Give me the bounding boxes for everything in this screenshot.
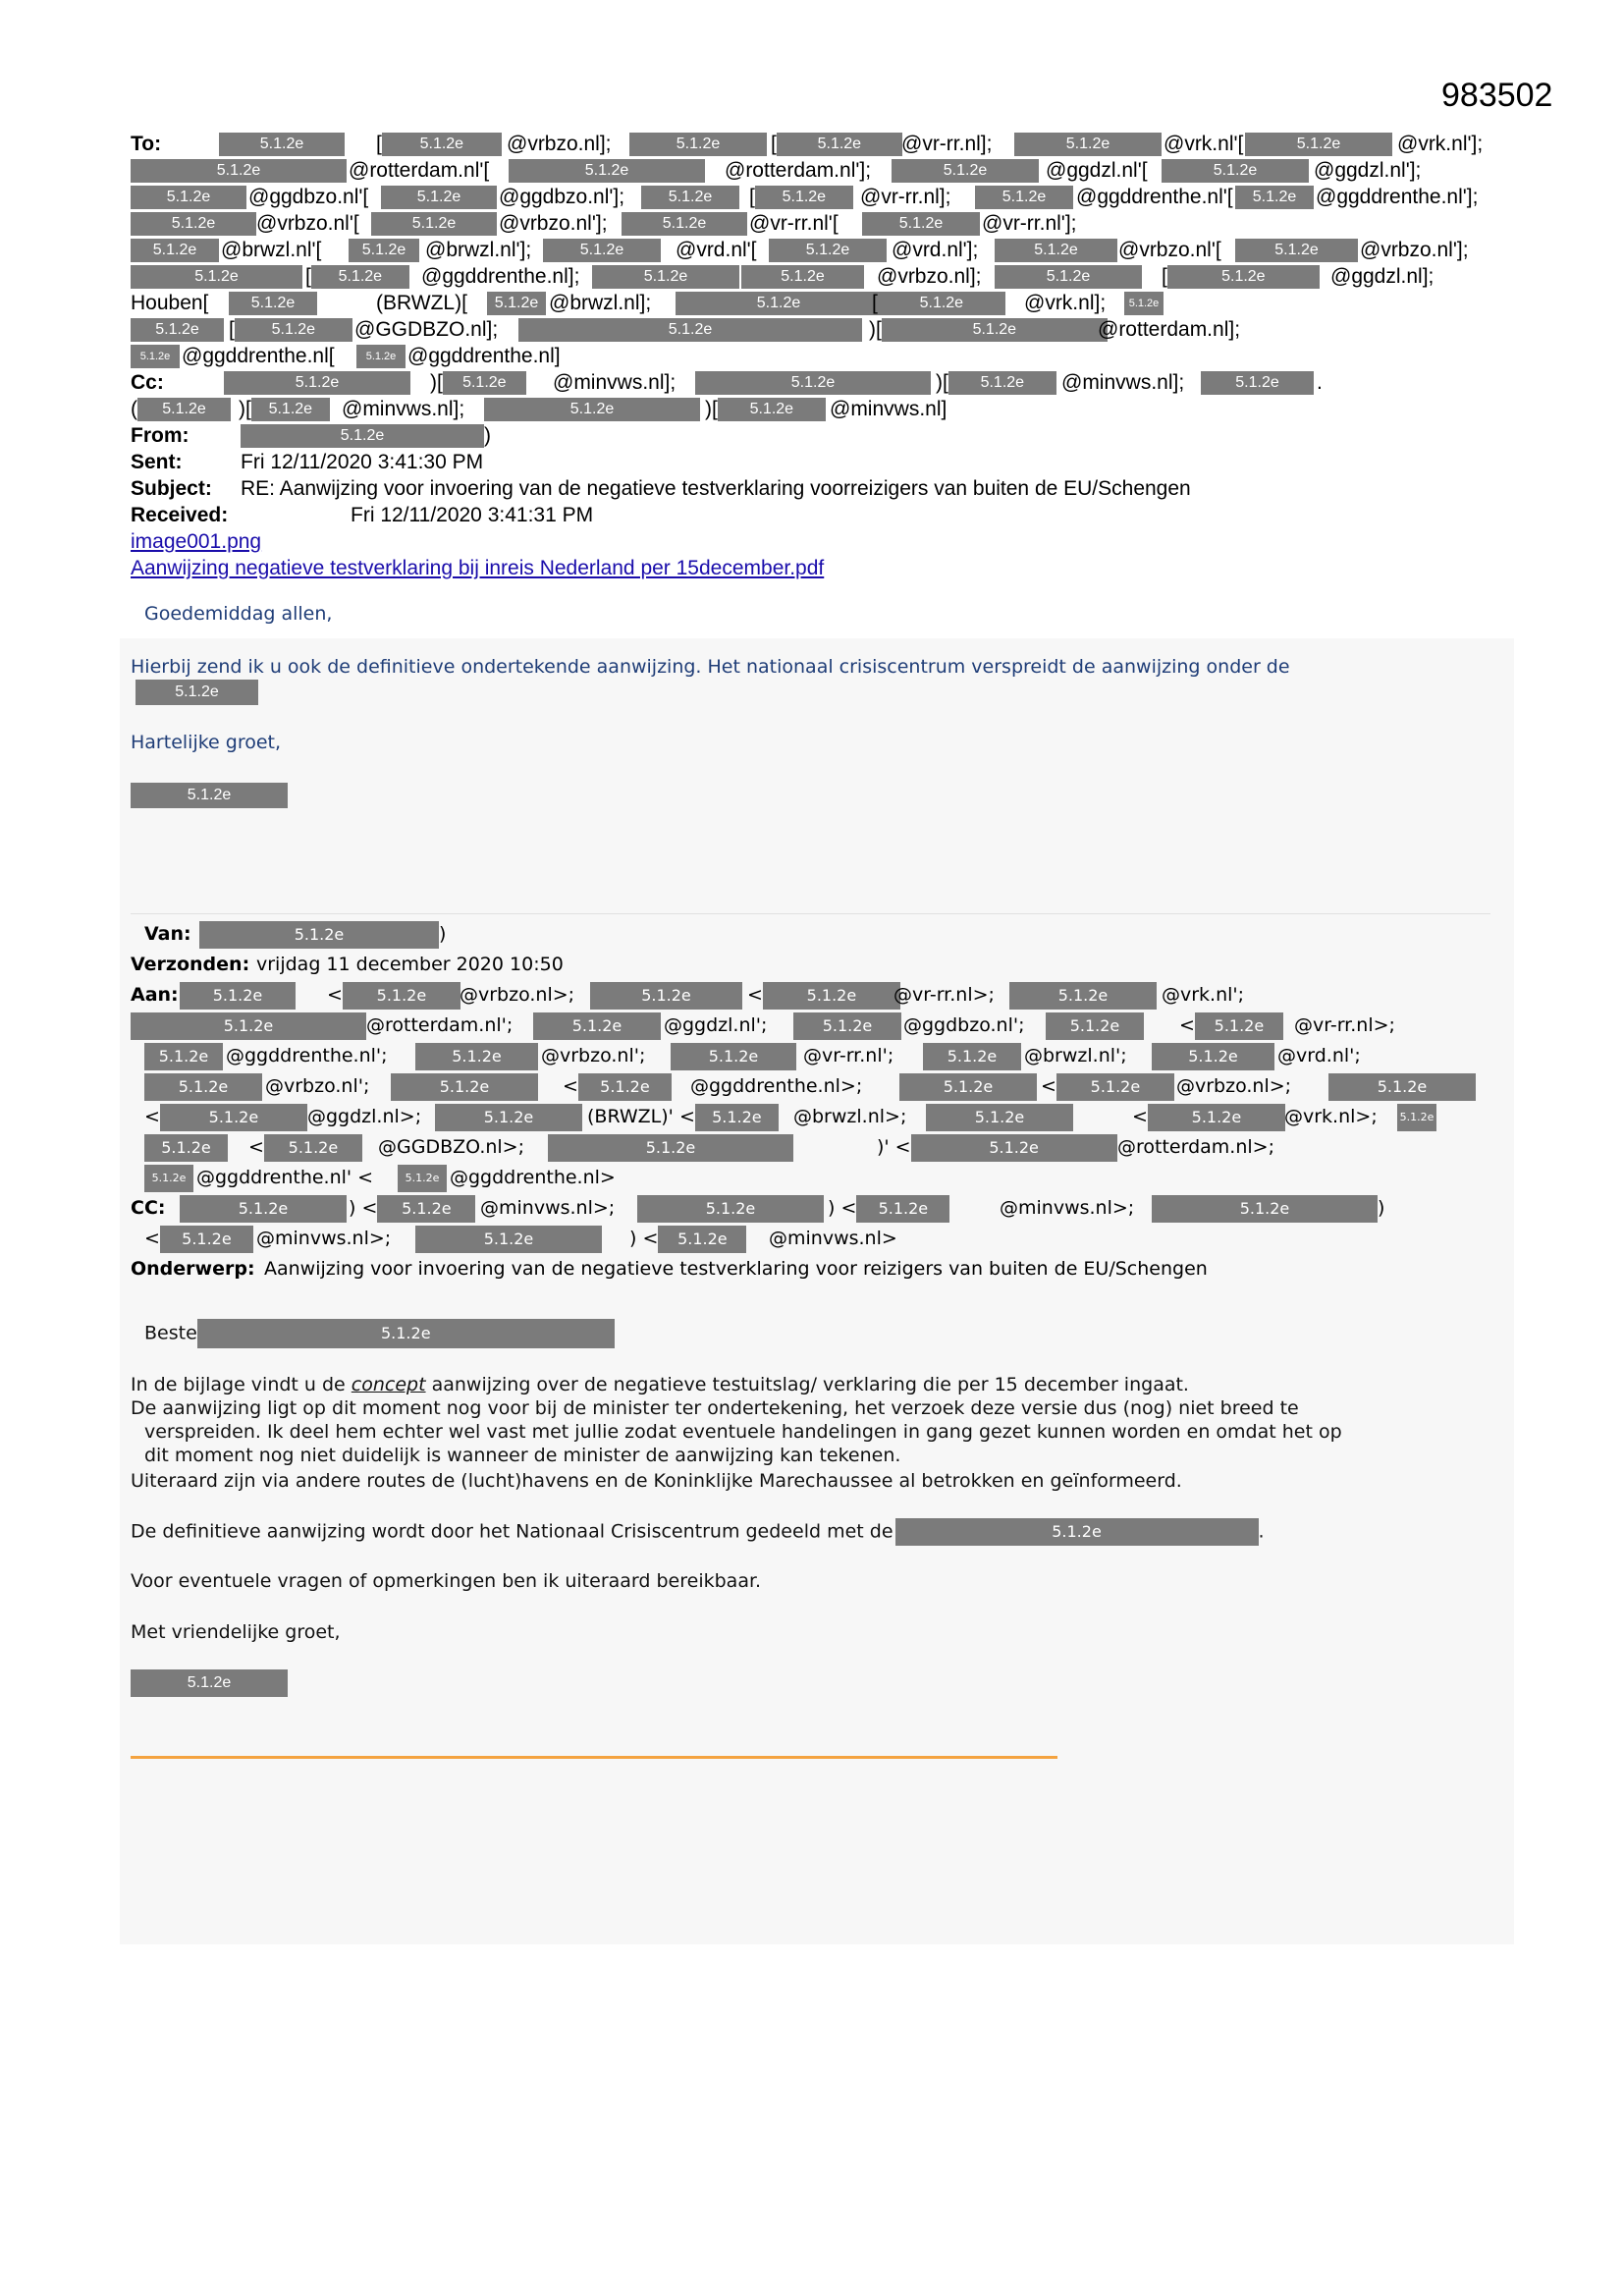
signature-separator (131, 1756, 1057, 1759)
email-domain: @brwzl.nl'[ (221, 239, 322, 261)
email-domain: @minvws.nl]; (1061, 371, 1185, 394)
to-line-2 (131, 157, 1525, 184)
aan-label: Aan: (131, 984, 179, 1006)
p4-text: De definitieve aanwijzing wordt door het Nationaal Crisiscentrum gedeeld met de (131, 1520, 893, 1543)
email-domain: @vrbzo.nl'[ (1118, 239, 1221, 261)
redaction: 5.1.2e (484, 398, 700, 421)
redaction: 5.1.2e (592, 265, 739, 289)
redaction: 5.1.2e (224, 371, 410, 395)
aan-line-7: 5.1.2e @ggddrenthe.nl' < 5.1.2e @ggddrenthe.nl> (131, 1163, 1525, 1193)
redaction: 5.1.2e (241, 424, 484, 448)
redaction: 5.1.2e (995, 265, 1142, 289)
aan-line-3: 5.1.2e @ggddrenthe.nl'; 5.1.2e @vrbzo.nl'; 5.1.2e @vr-rr.nl'; 5.1.2e @brwzl.nl'; 5.1.2e @vrd.nl'; (131, 1041, 1525, 1071)
email-domain: @ggddrenthe.nl']; (1316, 186, 1479, 208)
email-domain: @vrbzo.nl]; (507, 133, 612, 155)
divider (131, 913, 1490, 914)
email-domain: @ggdbzo.nl']; (499, 186, 625, 208)
verzonden-value: vrijdag 11 december 2020 10:50 (256, 954, 564, 975)
redaction: 5.1.2e (131, 239, 219, 262)
email-domain: @ggdzl.nl'[ (1046, 159, 1148, 182)
redaction: 5.1.2e (356, 345, 406, 368)
redaction: 5.1.2e (131, 318, 224, 342)
paragraph-3: Uiteraard zijn via andere routes de (lucht)havens en de Koninklijke Marechaussee al betrokken en geïnformeerd. (131, 1470, 1182, 1492)
redaction: 5.1.2e (1056, 1073, 1174, 1101)
redaction: 5.1.2e (197, 1319, 615, 1348)
redaction: 5.1.2e (671, 1043, 796, 1070)
redaction: 5.1.2e (1009, 982, 1157, 1010)
redaction: 5.1.2e (1014, 133, 1162, 156)
redaction: 5.1.2e (235, 318, 352, 342)
van-label: Van: (144, 923, 191, 945)
to-line-6: 5.1.2e [ 5.1.2e @ggddrenthe.nl]; 5.1.2e 5.1.2e @vrbzo.nl]; 5.1.2e [ 5.1.2e @ggdzl.nl]; (131, 263, 1525, 290)
redaction: 5.1.2e (131, 1012, 366, 1040)
cc-line-2: ( 5.1.2e )[ 5.1.2e @minvws.nl]; 5.1.2e )[ 5.1.2e @minvws.nl] (131, 398, 947, 420)
aan-line-2: 5.1.2e @rotterdam.nl'; 5.1.2e @ggdzl.nl'; 5.1.2e @ggdbzo.nl'; 5.1.2e < 5.1.2e @vr-rr.nl>; (131, 1011, 1525, 1041)
email-domain: @vrbzo.nl']; (499, 212, 608, 235)
email-domain: @ggddrenthe.nl]; (421, 265, 580, 288)
email-domain: @vrd.nl']; (892, 239, 979, 261)
redaction: 5.1.2e (882, 318, 1108, 342)
redaction: 5.1.2e (695, 1104, 779, 1131)
email-domain: @brwzl.nl]; (549, 292, 652, 314)
paragraph-5: Voor eventuele vragen of opmerkingen ben ik uiteraard bereikbaar. (131, 1570, 762, 1592)
to-line-3: 5.1.2e @ggdbzo.nl'[ 5.1.2e @ggdbzo.nl']; 5.1.2e [ 5.1.2e @vr-rr.nl]; 5.1.2e @ggddrenthe.nl'[ 5.1.2e @ggddrenthe.nl']; (131, 184, 1525, 210)
paragraph-4: De definitieve aanwijzing wordt door het Nationaal Crisiscentrum gedeeld met de 5.1.2e . (131, 1518, 1265, 1546)
redaction: 5.1.2e (948, 371, 1056, 395)
redaction: 5.1.2e (391, 1073, 538, 1101)
redaction: 5.1.2e (975, 186, 1073, 209)
reply-greeting: Goedemiddag allen, (144, 603, 333, 625)
email-domain: @brwzl.nl']; (425, 239, 532, 261)
redaction: 5.1.2e (199, 921, 439, 949)
aan-line-4: 5.1.2e @vrbzo.nl'; 5.1.2e < 5.1.2e @ggddrenthe.nl>; 5.1.2e < 5.1.2e @vrbzo.nl>; 5.1.2e (131, 1071, 1525, 1102)
redaction: 5.1.2e (160, 1226, 253, 1253)
redaction: 5.1.2e (131, 265, 302, 289)
to-line-8: 5.1.2e [ 5.1.2e @GGDBZO.nl]; 5.1.2e )[ 5.1.2e @rotterdam.nl]; (131, 316, 1525, 343)
redaction: 5.1.2e (251, 398, 330, 421)
to-line-5 (131, 237, 1525, 263)
aan-line-6: 5.1.2e < 5.1.2e @GGDBZO.nl>; 5.1.2e )' < 5.1.2e @rotterdam.nl>; (131, 1132, 1525, 1163)
redaction: 5.1.2e (487, 292, 546, 315)
email-domain: @rotterdam.nl'[ (349, 159, 490, 182)
redaction: 5.1.2e (1201, 371, 1314, 395)
redaction: 5.1.2e (144, 1043, 223, 1070)
document-number: 983502 (1441, 77, 1553, 114)
email-domain: @ggdzl.nl]; (1330, 265, 1435, 288)
redaction: 5.1.2e (377, 1195, 475, 1223)
redaction: 5.1.2e (131, 1669, 288, 1697)
redaction: 5.1.2e (923, 1043, 1021, 1070)
cc2-line-1: CC: 5.1.2e ) < 5.1.2e @minvws.nl>; 5.1.2e ) < 5.1.2e @minvws.nl>; 5.1.2e ) (131, 1193, 1525, 1224)
p1-text-a: In de bijlage vindt u de (131, 1374, 352, 1395)
redaction: 5.1.2e (1152, 1195, 1378, 1223)
onderwerp-label: Onderwerp: (131, 1258, 255, 1280)
email-domain: @GGDBZO.nl]; (354, 318, 499, 341)
sent-value: Fri 12/11/2020 3:41:30 PM (241, 451, 484, 473)
email-domain: (BRWZL)[ (376, 292, 467, 314)
email-domain: @vr-rr.nl]; (901, 133, 993, 155)
redaction: 5.1.2e (741, 265, 864, 289)
redaction: 5.1.2e (695, 371, 931, 395)
email-domain: @ggddrenthe.nl] (407, 345, 561, 367)
subject-value: RE: Aanwijzing voor invoering van de negatieve testverklaring voorreizigers van buiten de EU/Schengen (241, 477, 1191, 500)
paragraph-2-l3: dit moment nog niet duidelijk is wanneer de minister de aanwijzing kan tekenen. (144, 1445, 901, 1466)
reply-closing: Hartelijke groet, (131, 732, 282, 753)
received-label: Received: (131, 504, 229, 526)
redaction: 5.1.2e (590, 982, 742, 1010)
redaction: 5.1.2e (1245, 133, 1392, 156)
redaction: 5.1.2e (926, 1104, 1073, 1131)
email-domain: @vrbzo.nl'[ (256, 212, 359, 235)
redaction: 5.1.2e (1167, 265, 1320, 289)
salutation (144, 1319, 615, 1348)
email-domain: @ggddrenthe.nl'[ (1076, 186, 1233, 208)
redaction: 5.1.2e (229, 292, 317, 315)
reply-body: Hierbij zend ik u ook de definitieve ondertekende aanwijzing. Het nationaal crisiscentrum verspreidt de aanwijzing onder de (131, 656, 1290, 678)
email-domain: @vr-rr.nl]; (860, 186, 951, 208)
email-domain: @rotterdam.nl']; (725, 159, 872, 182)
redaction: 5.1.2e (1046, 1012, 1144, 1040)
redaction: 5.1.2e (1235, 239, 1358, 262)
email-domain: @vr-rr.nl']; (982, 212, 1077, 235)
redaction: 5.1.2e (629, 133, 767, 156)
attachment-line-2 (131, 555, 1525, 581)
redaction: 5.1.2e (381, 186, 497, 209)
to-line-7: Houben[ 5.1.2e (BRWZL)[ 5.1.2e @brwzl.nl]; 5.1.2e [ 5.1.2e @vrk.nl]; 5.1.2e (131, 290, 1525, 316)
redaction: 5.1.2e (658, 1226, 746, 1253)
redaction: 5.1.2e (144, 1134, 228, 1162)
redaction: 5.1.2e (131, 159, 347, 183)
sent-line (131, 449, 1525, 475)
paragraph-1 (131, 1373, 1189, 1397)
redaction: 5.1.2e (777, 133, 902, 156)
redaction: 5.1.2e (160, 1104, 307, 1131)
cc2-label: CC: (131, 1197, 166, 1219)
paragraph-2-l1: De aanwijzing ligt op dit moment nog voor bij de minister ter ondertekening, het verzoek deze versie dus (nog) niet breed te (131, 1397, 1299, 1419)
received-line (131, 502, 1525, 528)
redaction: 5.1.2e (349, 239, 419, 262)
email-domain: @minvws.nl]; (342, 398, 465, 420)
redaction: 5.1.2e (856, 1195, 949, 1223)
onderwerp-value: Aanwijzing voor invoering van de negatieve testverklaring voor reizigers van buiten de EU/Schengen (264, 1258, 1208, 1280)
redaction: 5.1.2e (180, 982, 296, 1010)
redaction: 5.1.2e (676, 292, 882, 315)
subject-line (131, 475, 1525, 502)
email-domain: @vrk.nl']; (1397, 133, 1484, 155)
redaction: 5.1.2e (911, 1134, 1117, 1162)
attachment-link[interactable]: image001.png (131, 530, 262, 553)
to-line-4 (131, 210, 1525, 237)
email-domain: @vrbzo.nl']; (1360, 239, 1469, 261)
redaction: 5.1.2e (995, 239, 1117, 262)
p1-concept: concept (351, 1374, 426, 1395)
redaction: 5.1.2e (533, 1012, 661, 1040)
redaction: 5.1.2e (131, 186, 246, 209)
redaction: 5.1.2e (311, 265, 409, 289)
verzonden-label: Verzonden: (131, 954, 250, 975)
redaction: 5.1.2e (1195, 1012, 1283, 1040)
redaction: 5.1.2e (1235, 186, 1314, 209)
email-domain: @rotterdam.nl]; (1098, 318, 1241, 341)
email-header (131, 131, 1525, 581)
cc2-line-2: < 5.1.2e @minvws.nl>; 5.1.2e ) < 5.1.2e @minvws.nl> (131, 1224, 1525, 1254)
redaction: 5.1.2e (1397, 1104, 1436, 1131)
redaction: 5.1.2e (131, 212, 256, 236)
attachment-line-1 (131, 528, 1525, 555)
cc-label: Cc: (131, 371, 164, 394)
redaction: 5.1.2e (1148, 1104, 1285, 1131)
redaction: 5.1.2e (135, 680, 258, 705)
email-domain: @vrd.nl'[ (676, 239, 757, 261)
redaction: 5.1.2e (343, 982, 460, 1010)
redaction: 5.1.2e (862, 212, 980, 236)
redaction: 5.1.2e (763, 982, 900, 1010)
redaction: 5.1.2e (637, 1195, 824, 1223)
redaction: 5.1.2e (415, 1226, 602, 1253)
van-line: Van: 5.1.2e ) (131, 919, 1525, 950)
name-houben: Houben[ (131, 292, 209, 314)
redaction: 5.1.2e (398, 1165, 447, 1192)
redaction: 5.1.2e (415, 1043, 538, 1070)
redaction: 5.1.2e (769, 239, 887, 262)
redaction: 5.1.2e (895, 1518, 1259, 1546)
redaction: 5.1.2e (892, 159, 1039, 183)
redaction: 5.1.2e (1162, 159, 1309, 183)
verzonden-line (131, 950, 1525, 980)
redaction: 5.1.2e (264, 1134, 362, 1162)
to-line-1: To: 5.1.2e [ 5.1.2e @vrbzo.nl]; 5.1.2e [ 5.1.2e @vr-rr.nl]; 5.1.2e @vrk.nl'[ 5.1.2e @vrk.nl']; (131, 133, 1484, 155)
email-body-background (120, 638, 1514, 1944)
redaction: 5.1.2e (1124, 292, 1164, 315)
email-domain: @ggddrenthe.nl[ (182, 345, 335, 367)
redaction: 5.1.2e (1152, 1043, 1274, 1070)
redaction: 5.1.2e (578, 1073, 672, 1101)
redaction: 5.1.2e (137, 398, 231, 421)
redaction: 5.1.2e (144, 1073, 262, 1101)
redaction: 5.1.2e (180, 1195, 347, 1223)
redaction: 5.1.2e (793, 1012, 901, 1040)
redaction: 5.1.2e (144, 1165, 193, 1192)
email-domain: @vrk.nl]; (1024, 292, 1107, 314)
beste-label: Beste (144, 1322, 197, 1344)
redaction: 5.1.2e (435, 1104, 582, 1131)
sent-label: Sent: (131, 451, 183, 473)
to-line-9 (131, 343, 1525, 369)
redaction: 5.1.2e (509, 159, 705, 183)
redaction: 5.1.2e (219, 133, 345, 156)
onderwerp-line (131, 1254, 1525, 1285)
redaction: 5.1.2e (878, 292, 1005, 315)
redaction: 5.1.2e (718, 398, 826, 421)
redaction: 5.1.2e (131, 783, 288, 808)
email-domain: @vrbzo.nl]; (877, 265, 982, 288)
email-domain: @vr-rr.nl'[ (749, 212, 839, 235)
redaction: 5.1.2e (443, 371, 526, 395)
aan-line-5: < 5.1.2e @ggdzl.nl>; 5.1.2e (BRWZL)' < 5.1.2e @brwzl.nl>; 5.1.2e < 5.1.2e @vrk.nl>; 5.1.2e (131, 1102, 1525, 1132)
redaction: 5.1.2e (543, 239, 661, 262)
email-domain: @vrk.nl'[ (1164, 133, 1244, 155)
redaction: 5.1.2e (899, 1073, 1037, 1101)
redaction: 5.1.2e (371, 212, 497, 236)
redaction: 5.1.2e (518, 318, 862, 342)
closing: Met vriendelijke groet, (131, 1621, 341, 1643)
email-domain: @ggdbzo.nl'[ (248, 186, 369, 208)
redaction: 5.1.2e (1328, 1073, 1476, 1101)
attachment-link[interactable]: Aanwijzing negatieve testverklaring bij inreis Nederland per 15december.pdf (131, 557, 825, 579)
p1-text-b: aanwijzing over de negatieve testuitslag/ verklaring die per 15 december ingaat. (425, 1374, 1189, 1395)
from-line: From: 5.1.2e ) (131, 424, 491, 447)
redaction: 5.1.2e (548, 1134, 793, 1162)
subject-label: Subject: (131, 477, 212, 500)
cc-line-1: Cc: 5.1.2e )[ 5.1.2e @minvws.nl]; 5.1.2e )[ 5.1.2e @minvws.nl]; 5.1.2e . (131, 371, 1323, 394)
email-domain: @ggdzl.nl']; (1314, 159, 1422, 182)
from-label: From: (131, 424, 189, 447)
aan-line-1: Aan: 5.1.2e < 5.1.2e @vrbzo.nl>; 5.1.2e < 5.1.2e @vr-rr.nl>; 5.1.2e @vrk.nl'; (131, 980, 1525, 1011)
redaction: 5.1.2e (131, 345, 180, 368)
to-label: To: (131, 133, 162, 155)
redaction: 5.1.2e (622, 212, 747, 236)
redaction: 5.1.2e (755, 186, 853, 209)
paragraph-2-l2: verspreiden. Ik deel hem echter wel vast met jullie zodat eventuele handelingen in gang gezet kunnen worden en omdat het op (144, 1421, 1342, 1443)
original-header (131, 919, 1525, 1285)
redaction: 5.1.2e (641, 186, 739, 209)
redaction: 5.1.2e (382, 133, 502, 156)
email-domain: @minvws.nl]; (553, 371, 677, 394)
received-value: Fri 12/11/2020 3:41:31 PM (351, 504, 594, 526)
email-domain: @minvws.nl] (830, 398, 947, 420)
